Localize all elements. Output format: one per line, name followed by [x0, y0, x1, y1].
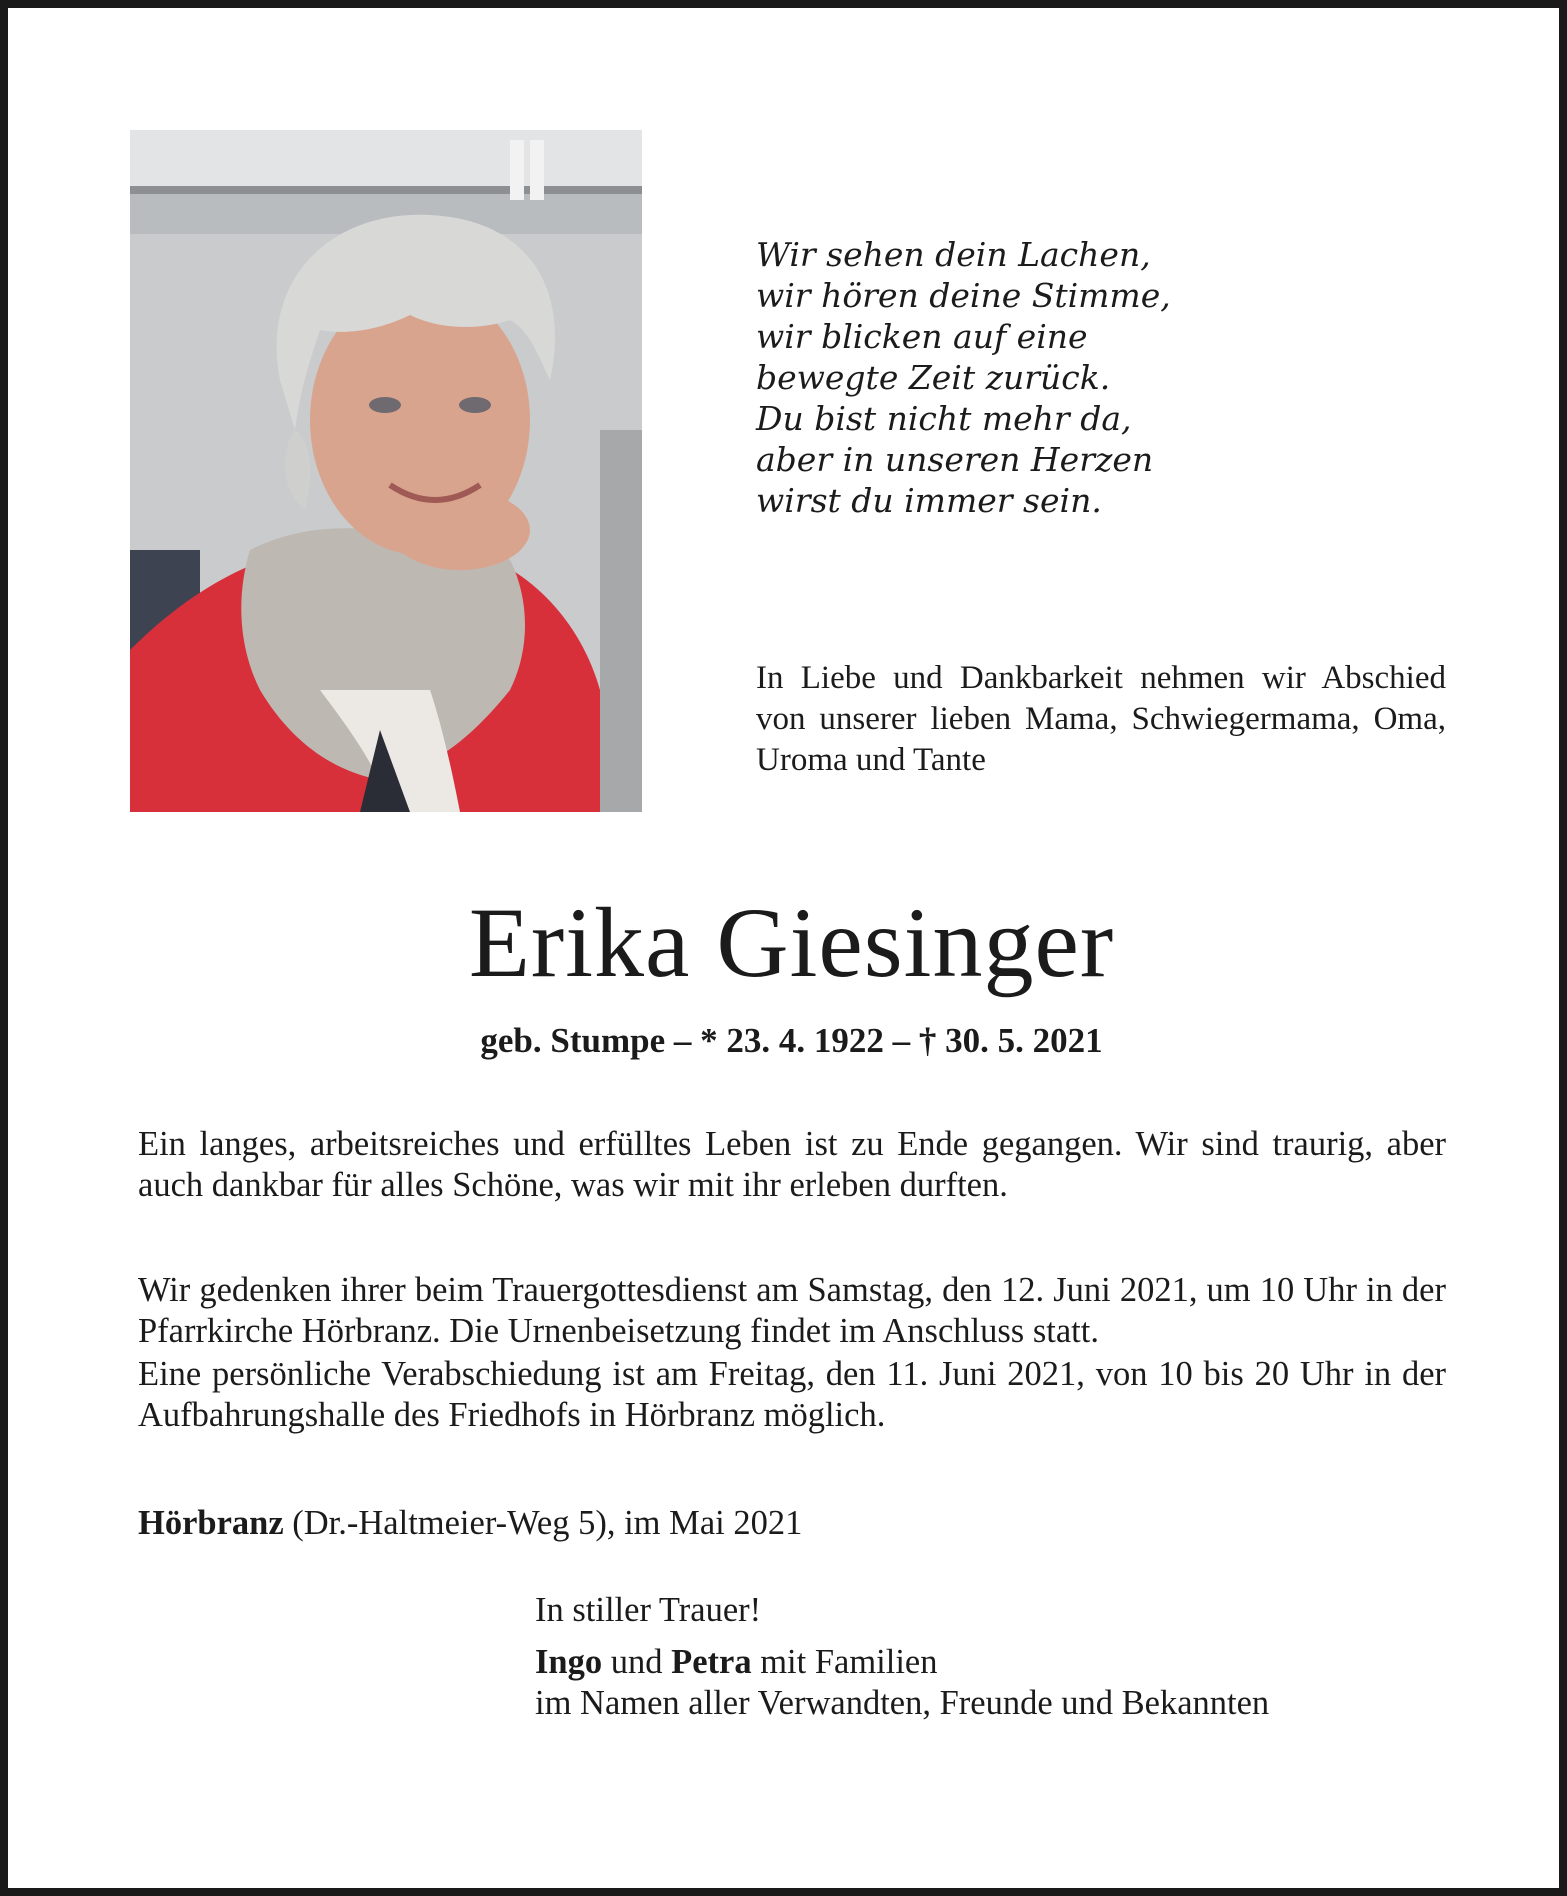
service-paragraph: Wir gedenken ihrer beim Trauergottesdienst am Samstag, den 12. Juni 2021, um 10 Uhr in der Pfarrkirche Hörbranz. Die Urnenbeisetzung findet im Anschluss statt. — [138, 1271, 1446, 1350]
memorial-poem — [756, 234, 1456, 521]
signature-names — [535, 1642, 938, 1683]
signature-family-line: im Namen aller Verwandten, Freunde und Bekannten — [535, 1684, 1270, 1722]
life-paragraph: Ein langes, arbeitsreiches und erfülltes Leben ist zu Ende gegangen. Wir sind traurig, aber auch dankbar für alles Schöne, was wir mit ihr erleben durften. — [138, 1125, 1446, 1204]
signature-suffix: mit Familien — [751, 1643, 938, 1681]
poem-line: bewegte Zeit zurück. — [756, 358, 1111, 397]
deceased-name: Erika Giesinger — [468, 887, 1115, 998]
poem-line: Du bist nicht mehr da, — [756, 399, 1132, 438]
portrait-photo — [130, 130, 642, 812]
place-and-date — [138, 1503, 802, 1544]
portrait-illustration — [130, 130, 642, 812]
farewell-intro: In Liebe und Dankbarkeit nehmen wir Abschied von unserer lieben Mama, Schwiegermama, Oma, Uroma und Tante — [756, 660, 1446, 778]
poem-line: wir hören deine Stimme, — [756, 276, 1171, 315]
signature-join: und — [602, 1643, 672, 1681]
poem-line: wirst du immer sein. — [756, 481, 1102, 520]
viewing-paragraph: Eine persönliche Verabschiedung ist am Freitag, den 11. Juni 2021, von 10 bis 20 Uhr in der Aufbahrungshalle des Friedhofs in Hörbranz möglich. — [138, 1355, 1446, 1434]
signer-name: Ingo — [535, 1643, 603, 1681]
poem-line: Wir sehen dein Lachen, — [756, 235, 1151, 274]
poem-line: aber in unseren Herzen — [756, 440, 1154, 479]
signature-greeting: In stiller Trauer! — [535, 1591, 762, 1629]
signer-name: Petra — [671, 1643, 752, 1681]
life-dates: geb. Stumpe – * 23. 4. 1922 – † 30. 5. 2021 — [480, 1021, 1103, 1060]
place-town: Hörbranz — [138, 1504, 284, 1542]
place-details: (Dr.-Haltmeier-Weg 5), im Mai 2021 — [283, 1504, 803, 1542]
poem-line: wir blicken auf eine — [756, 317, 1088, 356]
